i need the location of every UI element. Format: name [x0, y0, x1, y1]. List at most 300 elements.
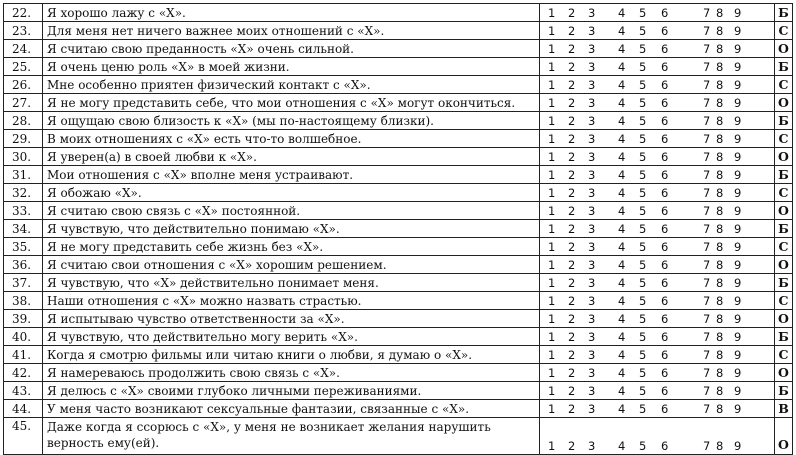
- scale-option-3[interactable]: 3: [588, 384, 596, 398]
- rating-scale: [540, 238, 775, 256]
- scale-option-4[interactable]: 4: [618, 439, 626, 453]
- scale-key: С: [775, 238, 793, 256]
- scale-option-5[interactable]: 5: [639, 114, 647, 128]
- scale-option-8[interactable]: 8: [716, 258, 724, 272]
- item-statement: Для меня нет ничего важнее моих отношений с «Х».: [43, 22, 540, 40]
- rating-scale: [540, 382, 775, 400]
- item-statement: Я чувствую, что действительно понимаю «Х».: [43, 220, 540, 238]
- scale-option-4[interactable]: 4: [618, 186, 626, 200]
- scale-option-2[interactable]: 2: [568, 330, 576, 344]
- scale-option-3[interactable]: 3: [588, 312, 596, 326]
- scale-option-5[interactable]: 5: [639, 222, 647, 236]
- questionnaire-rows: [4, 4, 793, 455]
- scale-option-6[interactable]: 6: [661, 402, 669, 416]
- rating-scale: [540, 400, 775, 418]
- scale-option-7[interactable]: 7: [703, 78, 711, 92]
- scale-option-6[interactable]: 6: [661, 330, 669, 344]
- scale-option-4[interactable]: 4: [618, 312, 626, 326]
- scale-option-3[interactable]: 3: [588, 150, 596, 164]
- scale-option-5[interactable]: 5: [639, 186, 647, 200]
- item-statement: Я не могу представить себе, что мои отношения с «Х» могут окончиться.: [43, 94, 540, 112]
- scale-option-6[interactable]: 6: [661, 114, 669, 128]
- scale-option-9[interactable]: 9: [734, 186, 742, 200]
- scale-option-8[interactable]: 8: [716, 439, 724, 453]
- scale-option-1[interactable]: 1: [548, 366, 556, 380]
- scale-option-8[interactable]: 8: [716, 96, 724, 110]
- scale-option-4[interactable]: 4: [618, 168, 626, 182]
- table-row: [4, 130, 793, 148]
- scale-option-1[interactable]: 1: [548, 204, 556, 218]
- scale-option-9[interactable]: 9: [734, 204, 742, 218]
- scale-option-2[interactable]: 2: [568, 6, 576, 20]
- scale-option-6[interactable]: 6: [661, 348, 669, 362]
- scale-key: С: [775, 130, 793, 148]
- scale-option-1[interactable]: 1: [548, 78, 556, 92]
- scale-option-4[interactable]: 4: [618, 96, 626, 110]
- scale-option-2[interactable]: 2: [568, 204, 576, 218]
- scale-option-7[interactable]: 7: [703, 330, 711, 344]
- scale-key: С: [775, 346, 793, 364]
- scale-option-5[interactable]: 5: [639, 439, 647, 453]
- scale-option-5[interactable]: 5: [639, 312, 647, 326]
- scale-option-2[interactable]: 2: [568, 42, 576, 56]
- scale-option-9[interactable]: 9: [734, 384, 742, 398]
- scale-option-6[interactable]: 6: [661, 439, 669, 453]
- item-number: 29.: [4, 130, 43, 148]
- scale-option-6[interactable]: 6: [661, 132, 669, 146]
- scale-option-8[interactable]: 8: [716, 240, 724, 254]
- scale-key: О: [775, 40, 793, 58]
- item-number: 31.: [4, 166, 43, 184]
- scale-option-4[interactable]: 4: [618, 6, 626, 20]
- rating-scale: [540, 94, 775, 112]
- scale-option-3[interactable]: 3: [588, 24, 596, 38]
- scale-option-6[interactable]: 6: [661, 150, 669, 164]
- scale-option-5[interactable]: 5: [639, 24, 647, 38]
- scale-option-8[interactable]: 8: [716, 150, 724, 164]
- scale-option-8[interactable]: 8: [716, 60, 724, 74]
- scale-option-8[interactable]: 8: [716, 168, 724, 182]
- scale-option-6[interactable]: 6: [661, 96, 669, 110]
- scale-option-7[interactable]: 7: [703, 258, 711, 272]
- scale-option-1[interactable]: 1: [548, 240, 556, 254]
- scale-option-2[interactable]: 2: [568, 168, 576, 182]
- scale-option-1[interactable]: 1: [548, 439, 556, 453]
- scale-option-6[interactable]: 6: [661, 24, 669, 38]
- scale-option-2[interactable]: 2: [568, 24, 576, 38]
- scale-option-4[interactable]: 4: [618, 24, 626, 38]
- scale-option-7[interactable]: 7: [703, 96, 711, 110]
- table-row: [4, 166, 793, 184]
- scale-option-7[interactable]: 7: [703, 114, 711, 128]
- table-row: [4, 40, 793, 58]
- scale-option-2[interactable]: 2: [568, 150, 576, 164]
- item-statement: Я намереваюсь продолжить свою связь с «Х».: [43, 364, 540, 382]
- scale-option-1[interactable]: 1: [548, 384, 556, 398]
- scale-option-9[interactable]: 9: [734, 276, 742, 290]
- rating-scale: [540, 112, 775, 130]
- scale-option-3[interactable]: 3: [588, 294, 596, 308]
- scale-option-9[interactable]: 9: [734, 439, 742, 453]
- scale-option-4[interactable]: 4: [618, 60, 626, 74]
- scale-option-1[interactable]: 1: [548, 42, 556, 56]
- table-row: [4, 58, 793, 76]
- scale-option-4[interactable]: 4: [618, 204, 626, 218]
- scale-option-7[interactable]: 7: [703, 186, 711, 200]
- scale-option-8[interactable]: 8: [716, 348, 724, 362]
- scale-key: Б: [775, 58, 793, 76]
- item-number: 25.: [4, 58, 43, 76]
- scale-option-4[interactable]: 4: [618, 294, 626, 308]
- scale-option-2[interactable]: 2: [568, 222, 576, 236]
- scale-option-6[interactable]: 6: [661, 204, 669, 218]
- scale-key: С: [775, 22, 793, 40]
- scale-option-8[interactable]: 8: [716, 42, 724, 56]
- scale-option-9[interactable]: 9: [734, 114, 742, 128]
- scale-option-7[interactable]: 7: [703, 276, 711, 290]
- scale-option-2[interactable]: 2: [568, 114, 576, 128]
- scale-option-8[interactable]: 8: [716, 366, 724, 380]
- scale-option-3[interactable]: 3: [588, 96, 596, 110]
- item-statement: Я считаю свои отношения с «Х» хорошим решением.: [43, 256, 540, 274]
- scale-option-6[interactable]: 6: [661, 240, 669, 254]
- scale-option-5[interactable]: 5: [639, 276, 647, 290]
- rating-scale: [540, 346, 775, 364]
- scale-option-6[interactable]: 6: [661, 258, 669, 272]
- scale-key: Б: [775, 166, 793, 184]
- scale-option-3[interactable]: 3: [588, 114, 596, 128]
- scale-option-3[interactable]: 3: [588, 240, 596, 254]
- scale-option-4[interactable]: 4: [618, 132, 626, 146]
- scale-option-7[interactable]: 7: [703, 312, 711, 326]
- scale-option-1[interactable]: 1: [548, 186, 556, 200]
- scale-option-9[interactable]: 9: [734, 330, 742, 344]
- scale-option-2[interactable]: 2: [568, 240, 576, 254]
- scale-option-9[interactable]: 9: [734, 150, 742, 164]
- table-row: [4, 256, 793, 274]
- rating-scale: [540, 58, 775, 76]
- scale-option-8[interactable]: 8: [716, 114, 724, 128]
- table-row: [4, 184, 793, 202]
- scale-option-1[interactable]: 1: [548, 6, 556, 20]
- table-row: [4, 112, 793, 130]
- table-row: [4, 328, 793, 346]
- scale-option-6[interactable]: 6: [661, 186, 669, 200]
- scale-option-8[interactable]: 8: [716, 276, 724, 290]
- scale-option-5[interactable]: 5: [639, 294, 647, 308]
- scale-option-1[interactable]: 1: [548, 312, 556, 326]
- scale-option-9[interactable]: 9: [734, 312, 742, 326]
- scale-option-4[interactable]: 4: [618, 384, 626, 398]
- scale-option-1[interactable]: 1: [548, 222, 556, 236]
- scale-key: С: [775, 76, 793, 94]
- scale-option-7[interactable]: 7: [703, 439, 711, 453]
- item-number: 37.: [4, 274, 43, 292]
- scale-option-6[interactable]: 6: [661, 294, 669, 308]
- scale-option-2[interactable]: 2: [568, 384, 576, 398]
- item-statement: В моих отношениях с «Х» есть что-то волшебное.: [43, 130, 540, 148]
- scale-option-3[interactable]: 3: [588, 186, 596, 200]
- item-statement: Я считаю свою преданность «Х» очень сильной.: [43, 40, 540, 58]
- scale-option-3[interactable]: 3: [588, 42, 596, 56]
- scale-key: Б: [775, 4, 793, 22]
- scale-option-2[interactable]: 2: [568, 132, 576, 146]
- scale-option-8[interactable]: 8: [716, 402, 724, 416]
- scale-option-2[interactable]: 2: [568, 348, 576, 362]
- scale-option-4[interactable]: 4: [618, 240, 626, 254]
- scale-option-9[interactable]: 9: [734, 258, 742, 272]
- scale-option-6[interactable]: 6: [661, 384, 669, 398]
- table-row: [4, 4, 793, 22]
- scale-option-8[interactable]: 8: [716, 384, 724, 398]
- table-row: [4, 148, 793, 166]
- scale-option-6[interactable]: 6: [661, 42, 669, 56]
- scale-option-7[interactable]: 7: [703, 204, 711, 218]
- scale-key: О: [775, 148, 793, 166]
- rating-scale: [540, 256, 775, 274]
- scale-option-5[interactable]: 5: [639, 204, 647, 218]
- scale-option-2[interactable]: 2: [568, 402, 576, 416]
- scale-option-8[interactable]: 8: [716, 294, 724, 308]
- scale-option-7[interactable]: 7: [703, 150, 711, 164]
- scale-option-4[interactable]: 4: [618, 114, 626, 128]
- scale-option-2[interactable]: 2: [568, 258, 576, 272]
- item-number: 22.: [4, 4, 43, 22]
- scale-option-9[interactable]: 9: [734, 132, 742, 146]
- scale-option-7[interactable]: 7: [703, 168, 711, 182]
- scale-option-3[interactable]: 3: [588, 402, 596, 416]
- scale-option-2[interactable]: 2: [568, 276, 576, 290]
- scale-option-8[interactable]: 8: [716, 6, 724, 20]
- scale-option-8[interactable]: 8: [716, 222, 724, 236]
- scale-option-7[interactable]: 7: [703, 42, 711, 56]
- scale-option-5[interactable]: 5: [639, 96, 647, 110]
- table-row: [4, 292, 793, 310]
- scale-key: О: [775, 94, 793, 112]
- scale-key: О: [775, 364, 793, 382]
- scale-option-2[interactable]: 2: [568, 60, 576, 74]
- item-statement: Я уверен(а) в своей любви к «Х».: [43, 148, 540, 166]
- scale-option-4[interactable]: 4: [618, 276, 626, 290]
- scale-option-9[interactable]: 9: [734, 402, 742, 416]
- scale-option-5[interactable]: 5: [639, 240, 647, 254]
- scale-option-9[interactable]: 9: [734, 366, 742, 380]
- scale-option-1[interactable]: 1: [548, 330, 556, 344]
- scale-option-6[interactable]: 6: [661, 366, 669, 380]
- scale-option-7[interactable]: 7: [703, 222, 711, 236]
- scale-option-6[interactable]: 6: [661, 6, 669, 20]
- questionnaire-sheet: [3, 3, 792, 455]
- scale-option-9[interactable]: 9: [734, 60, 742, 74]
- scale-option-5[interactable]: 5: [639, 150, 647, 164]
- scale-option-1[interactable]: 1: [548, 258, 556, 272]
- item-number: 24.: [4, 40, 43, 58]
- scale-option-4[interactable]: 4: [618, 222, 626, 236]
- item-number: 30.: [4, 148, 43, 166]
- scale-option-3[interactable]: 3: [588, 258, 596, 272]
- rating-scale: [540, 148, 775, 166]
- scale-option-5[interactable]: 5: [639, 132, 647, 146]
- item-number: 42.: [4, 364, 43, 382]
- scale-option-3[interactable]: 3: [588, 222, 596, 236]
- scale-option-8[interactable]: 8: [716, 312, 724, 326]
- item-number: 33.: [4, 202, 43, 220]
- item-number: 34.: [4, 220, 43, 238]
- scale-option-2[interactable]: 2: [568, 312, 576, 326]
- scale-option-3[interactable]: 3: [588, 348, 596, 362]
- scale-option-7[interactable]: 7: [703, 60, 711, 74]
- scale-option-2[interactable]: 2: [568, 366, 576, 380]
- scale-option-1[interactable]: 1: [548, 276, 556, 290]
- scale-option-8[interactable]: 8: [716, 24, 724, 38]
- scale-option-6[interactable]: 6: [661, 312, 669, 326]
- scale-option-3[interactable]: 3: [588, 276, 596, 290]
- scale-option-5[interactable]: 5: [639, 78, 647, 92]
- scale-option-4[interactable]: 4: [618, 258, 626, 272]
- scale-option-8[interactable]: 8: [716, 204, 724, 218]
- item-number: 39.: [4, 310, 43, 328]
- scale-option-1[interactable]: 1: [548, 348, 556, 362]
- scale-option-2[interactable]: 2: [568, 186, 576, 200]
- scale-option-4[interactable]: 4: [618, 402, 626, 416]
- scale-option-3[interactable]: 3: [588, 132, 596, 146]
- rating-scale: [540, 76, 775, 94]
- scale-option-6[interactable]: 6: [661, 168, 669, 182]
- item-statement: Я чувствую, что действительно могу верить «Х».: [43, 328, 540, 346]
- item-statement: Я считаю свою связь с «Х» постоянной.: [43, 202, 540, 220]
- scale-option-9[interactable]: 9: [734, 78, 742, 92]
- rating-scale: [540, 220, 775, 238]
- scale-option-9[interactable]: 9: [734, 24, 742, 38]
- scale-option-6[interactable]: 6: [661, 60, 669, 74]
- item-number: 26.: [4, 76, 43, 94]
- scale-option-9[interactable]: 9: [734, 294, 742, 308]
- scale-option-3[interactable]: 3: [588, 204, 596, 218]
- scale-option-7[interactable]: 7: [703, 24, 711, 38]
- item-number: 43.: [4, 382, 43, 400]
- scale-option-1[interactable]: 1: [548, 114, 556, 128]
- scale-option-7[interactable]: 7: [703, 366, 711, 380]
- rating-scale: [540, 274, 775, 292]
- scale-option-1[interactable]: 1: [548, 96, 556, 110]
- scale-option-1[interactable]: 1: [548, 294, 556, 308]
- scale-option-9[interactable]: 9: [734, 168, 742, 182]
- scale-key: Б: [775, 112, 793, 130]
- scale-option-3[interactable]: 3: [588, 78, 596, 92]
- scale-option-6[interactable]: 6: [661, 222, 669, 236]
- scale-option-8[interactable]: 8: [716, 132, 724, 146]
- scale-option-9[interactable]: 9: [734, 222, 742, 236]
- scale-option-9[interactable]: 9: [734, 348, 742, 362]
- table-row: [4, 238, 793, 256]
- scale-option-8[interactable]: 8: [716, 78, 724, 92]
- scale-key: Б: [775, 274, 793, 292]
- item-number: 40.: [4, 328, 43, 346]
- rating-scale: [540, 310, 775, 328]
- scale-option-3[interactable]: 3: [588, 60, 596, 74]
- item-statement: Я чувствую, что «Х» действительно понимает меня.: [43, 274, 540, 292]
- scale-option-4[interactable]: 4: [618, 78, 626, 92]
- scale-option-4[interactable]: 4: [618, 42, 626, 56]
- scale-option-1[interactable]: 1: [548, 402, 556, 416]
- scale-option-9[interactable]: 9: [734, 96, 742, 110]
- scale-option-5[interactable]: 5: [639, 168, 647, 182]
- item-number: 38.: [4, 292, 43, 310]
- scale-option-2[interactable]: 2: [568, 439, 576, 453]
- scale-option-9[interactable]: 9: [734, 240, 742, 254]
- item-number: 41.: [4, 346, 43, 364]
- scale-key: С: [775, 184, 793, 202]
- scale-option-3[interactable]: 3: [588, 439, 596, 453]
- item-statement: Мои отношения с «Х» вполне меня устраивают.: [43, 166, 540, 184]
- item-statement: Я обожаю «Х».: [43, 184, 540, 202]
- item-statement: Наши отношения с «Х» можно назвать страстью.: [43, 292, 540, 310]
- item-statement: Даже когда я ссорюсь с «Х», у меня не возникает желания нарушить верность ему(ей).: [43, 418, 540, 455]
- scale-option-7[interactable]: 7: [703, 240, 711, 254]
- table-row: [4, 94, 793, 112]
- scale-option-5[interactable]: 5: [639, 42, 647, 56]
- scale-option-1[interactable]: 1: [548, 60, 556, 74]
- scale-option-4[interactable]: 4: [618, 348, 626, 362]
- scale-option-5[interactable]: 5: [639, 348, 647, 362]
- scale-option-5[interactable]: 5: [639, 402, 647, 416]
- item-statement: Я очень ценю роль «Х» в моей жизни.: [43, 58, 540, 76]
- item-number: 23.: [4, 22, 43, 40]
- scale-option-9[interactable]: 9: [734, 42, 742, 56]
- scale-option-5[interactable]: 5: [639, 6, 647, 20]
- scale-option-6[interactable]: 6: [661, 78, 669, 92]
- scale-option-1[interactable]: 1: [548, 168, 556, 182]
- scale-option-8[interactable]: 8: [716, 330, 724, 344]
- scale-option-1[interactable]: 1: [548, 132, 556, 146]
- scale-option-2[interactable]: 2: [568, 96, 576, 110]
- scale-option-2[interactable]: 2: [568, 78, 576, 92]
- scale-option-2[interactable]: 2: [568, 294, 576, 308]
- scale-option-4[interactable]: 4: [618, 330, 626, 344]
- scale-key: О: [775, 310, 793, 328]
- scale-option-5[interactable]: 5: [639, 60, 647, 74]
- scale-option-1[interactable]: 1: [548, 150, 556, 164]
- scale-option-5[interactable]: 5: [639, 330, 647, 344]
- scale-option-3[interactable]: 3: [588, 168, 596, 182]
- scale-option-7[interactable]: 7: [703, 6, 711, 20]
- scale-option-3[interactable]: 3: [588, 330, 596, 344]
- table-row: [4, 274, 793, 292]
- scale-option-3[interactable]: 3: [588, 366, 596, 380]
- questionnaire-table: [3, 3, 793, 455]
- table-row: [4, 202, 793, 220]
- table-row: [4, 220, 793, 238]
- scale-option-8[interactable]: 8: [716, 186, 724, 200]
- scale-option-4[interactable]: 4: [618, 150, 626, 164]
- scale-option-3[interactable]: 3: [588, 6, 596, 20]
- scale-option-7[interactable]: 7: [703, 132, 711, 146]
- scale-option-7[interactable]: 7: [703, 402, 711, 416]
- scale-option-7[interactable]: 7: [703, 384, 711, 398]
- scale-option-4[interactable]: 4: [618, 366, 626, 380]
- table-row: [4, 76, 793, 94]
- item-statement: Я не могу представить себе жизнь без «Х».: [43, 238, 540, 256]
- scale-option-5[interactable]: 5: [639, 366, 647, 380]
- item-number: 35.: [4, 238, 43, 256]
- scale-option-5[interactable]: 5: [639, 384, 647, 398]
- scale-option-5[interactable]: 5: [639, 258, 647, 272]
- scale-option-7[interactable]: 7: [703, 348, 711, 362]
- scale-option-1[interactable]: 1: [548, 24, 556, 38]
- scale-option-9[interactable]: 9: [734, 6, 742, 20]
- scale-option-6[interactable]: 6: [661, 276, 669, 290]
- scale-option-7[interactable]: 7: [703, 294, 711, 308]
